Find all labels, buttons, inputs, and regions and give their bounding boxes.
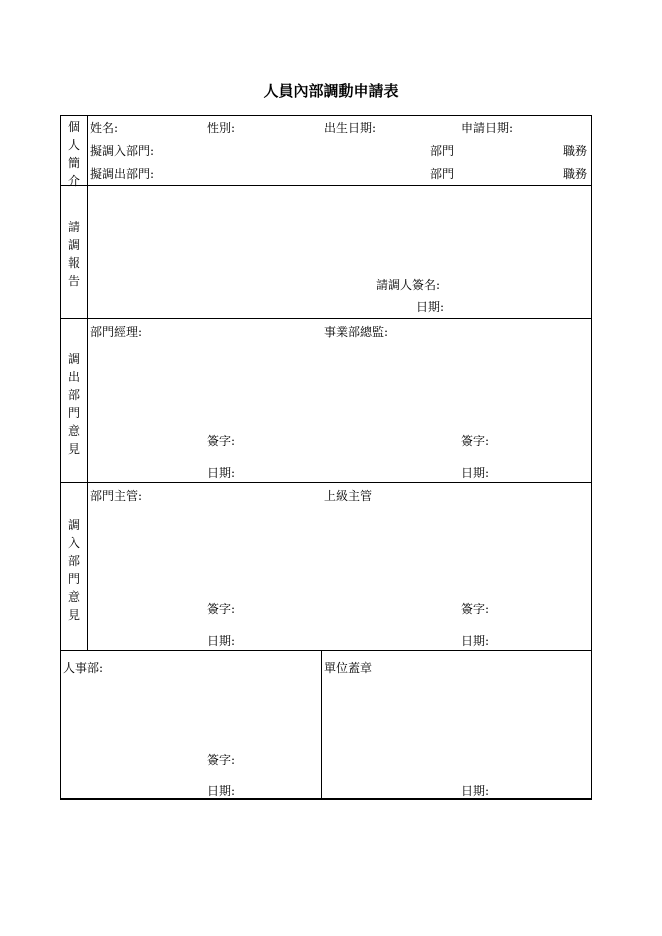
division-director-label: 事業部總監: bbox=[324, 325, 389, 339]
seal-date-label: 日期: bbox=[461, 784, 490, 798]
hr-sign-label: 簽字: bbox=[207, 753, 236, 767]
side-char: 告 bbox=[67, 274, 80, 288]
report-side-label bbox=[61, 218, 87, 290]
transfer-out-dept-label: 部門 bbox=[430, 167, 455, 181]
side-char: 入 bbox=[67, 536, 80, 550]
in-superior-sign-label: 簽字: bbox=[461, 602, 490, 616]
out-manager-date-label: 日期: bbox=[207, 466, 236, 480]
dept-manager-label: 部門經理: bbox=[90, 325, 143, 339]
side-char: 意 bbox=[67, 590, 80, 604]
side-char: 調 bbox=[67, 238, 80, 252]
transfer-in-dept-label: 部門 bbox=[430, 144, 455, 158]
applicant-signature-label: 請調人簽名: bbox=[376, 278, 441, 292]
side-char: 部 bbox=[67, 388, 80, 402]
gender-label: 性別: bbox=[207, 121, 236, 135]
side-char: 報 bbox=[67, 256, 80, 270]
side-char: 請 bbox=[67, 220, 80, 234]
transfer-out-position-label: 職務 bbox=[563, 167, 588, 181]
side-char: 人 bbox=[67, 138, 80, 152]
side-char: 見 bbox=[67, 608, 80, 622]
superior-label: 上級主管 bbox=[324, 489, 373, 503]
in-dept-side-label bbox=[61, 516, 87, 624]
side-char: 個 bbox=[67, 120, 80, 134]
in-superior-date-label: 日期: bbox=[461, 634, 490, 648]
personal-side-label bbox=[61, 118, 87, 190]
side-char: 門 bbox=[67, 572, 80, 586]
side-char: 出 bbox=[67, 370, 80, 384]
out-director-sign-label: 簽字: bbox=[461, 434, 490, 448]
out-director-date-label: 日期: bbox=[461, 466, 490, 480]
apply-date-label: 申請日期: bbox=[461, 121, 514, 135]
name-label: 姓名: bbox=[90, 121, 119, 135]
out-manager-sign-label: 簽字: bbox=[207, 434, 236, 448]
hr-date-label: 日期: bbox=[207, 784, 236, 798]
in-supervisor-sign-label: 簽字: bbox=[207, 602, 236, 616]
dept-supervisor-label: 部門主管: bbox=[90, 489, 143, 503]
form-title: 人員內部調動申請表 bbox=[263, 82, 399, 100]
side-char: 意 bbox=[67, 424, 80, 438]
transfer-out-label: 擬調出部門: bbox=[90, 167, 155, 181]
side-char: 見 bbox=[67, 442, 80, 456]
transfer-in-label: 擬調入部門: bbox=[90, 144, 155, 158]
side-char: 調 bbox=[67, 518, 80, 532]
out-dept-side-label bbox=[61, 350, 87, 458]
hr-label: 人事部: bbox=[63, 661, 104, 675]
side-char: 門 bbox=[67, 406, 80, 420]
in-supervisor-date-label: 日期: bbox=[207, 634, 236, 648]
side-char: 調 bbox=[67, 352, 80, 366]
seal-label: 單位蓋章 bbox=[324, 661, 373, 675]
side-char: 介 bbox=[67, 174, 80, 188]
side-char: 簡 bbox=[67, 156, 80, 170]
birth-date-label: 出生日期: bbox=[324, 121, 377, 135]
report-date-label: 日期: bbox=[416, 300, 445, 314]
transfer-in-position-label: 職務 bbox=[563, 144, 588, 158]
side-char: 部 bbox=[67, 554, 80, 568]
